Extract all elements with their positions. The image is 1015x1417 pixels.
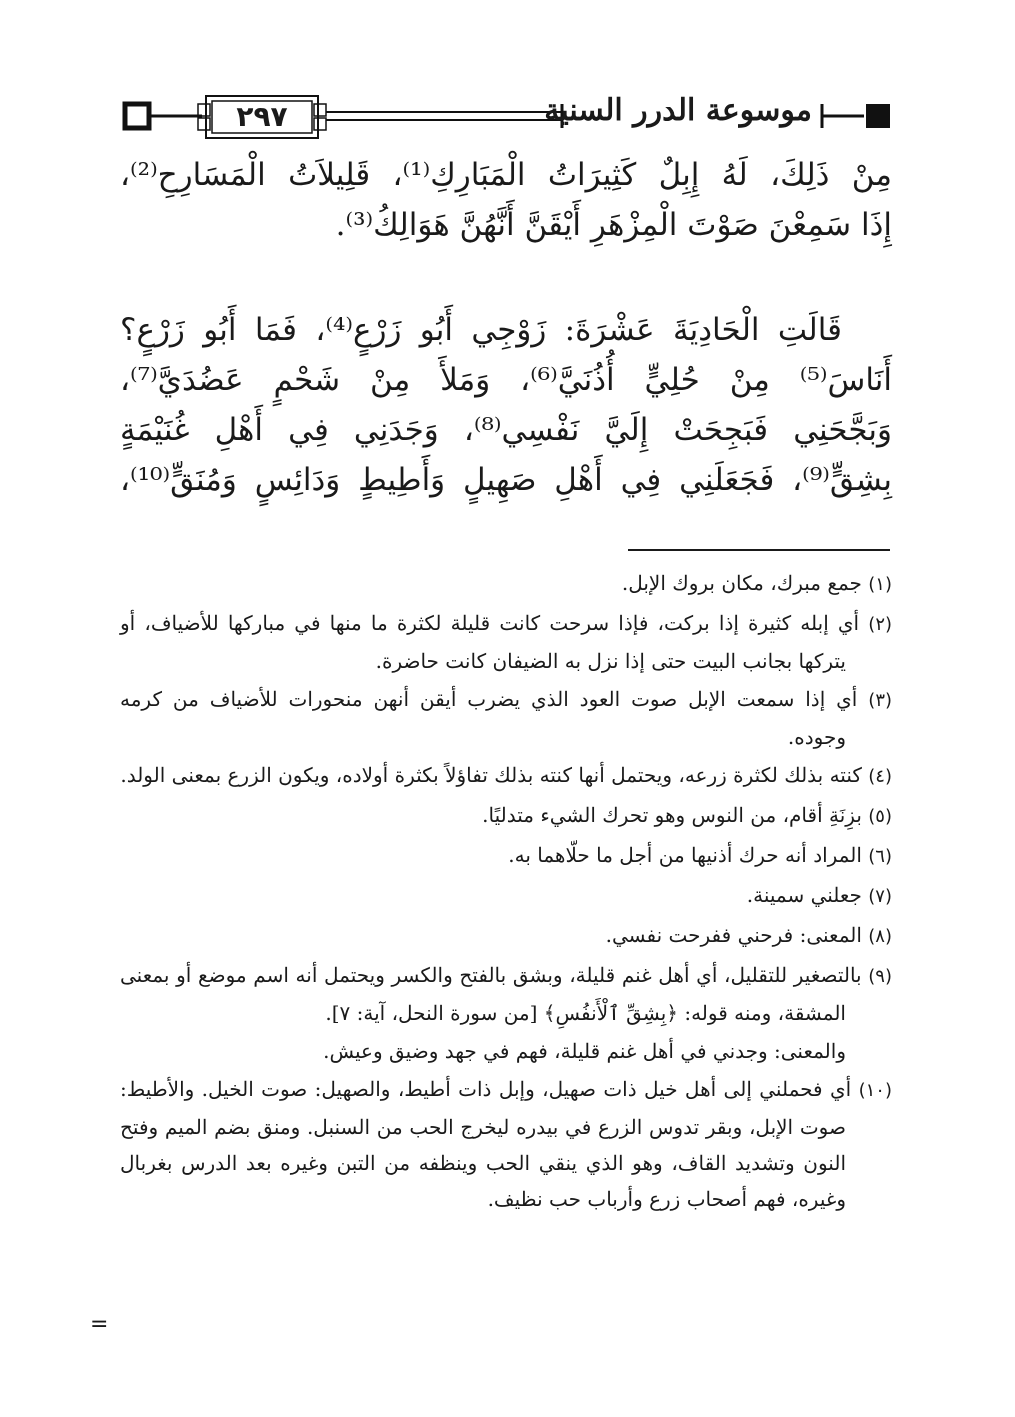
continuation-mark: =	[90, 1312, 109, 1337]
text-line: وَبَجَّحَنِي فَبَجِحَتْ إِلَيَّ نَفْسِي⁽⁸⁾، وَجَدَنِي فِي أَهْلِ غُنَيْمَةٍ	[120, 412, 893, 448]
footnote-3: (٣) أي إذا سمعت الإبل صوت العود الذي يضرب أيقن أنهن منحورات للأضياف من كرمه وجوده.	[120, 687, 893, 749]
text-line: مِنْ ذَلِكَ، لَهُ إِبِلٌ كَثِيرَاتُ الْمَبَارِكِ⁽¹⁾، قَلِيلاَتُ الْمَسَارِحِ⁽²⁾،	[120, 157, 892, 193]
footnote-1: (١) جمع مبرك، مكان بروك الإبل.	[621, 571, 892, 595]
footnotes	[120, 565, 892, 1219]
text-line: أَنَاسَ⁽⁵⁾ مِنْ حُلِيٍّ أُذُنَيَّ⁽⁶⁾، وَمَلأَ مِنْ شَحْمٍ عَضُدَيَّ⁽⁷⁾،	[120, 362, 893, 398]
footnote-7: (٧) جعلني سمينة.	[746, 883, 892, 907]
footnote-separator	[628, 549, 890, 551]
footnote-8: (٨) المعنى: فرحني ففرحت نفسي.	[605, 923, 892, 947]
footnote-4: (٤) كنته بذلك لكثرة زرعه، ويحتمل أنها كنته بذلك تفاؤلاً بكثرة أولاده، ويكون الزرع بمعنى الولد.	[120, 763, 892, 787]
page-header	[122, 82, 892, 152]
text-line: قَالَتِ الْحَادِيَةَ عَشْرَةَ: زَوْجِي أَبُو زَرْعٍ⁽⁴⁾، فَمَا أَبُو زَرْعٍ؟	[120, 312, 842, 348]
book-title-logo: موسوعة الدرر السنية	[544, 93, 812, 128]
text-line: بِشِقٍّ⁽⁹⁾، فَجَعَلَنِي فِي أَهْلِ صَهِيلٍ وَأَطِيطٍ وَدَائِسٍ وَمُنَقٍّ⁽¹⁰⁾،	[120, 462, 892, 498]
footnote-6: (٦) المراد أنه حرك أذنيها من أجل ما حلّاهما به.	[508, 843, 892, 867]
text-line: إِذَا سَمِعْنَ صَوْتَ الْمِزْهَرِ أَيْقَنَّ أَنَّهُنَّ هَوَالِكُ⁽³⁾.	[335, 207, 892, 243]
footnote-10: (١٠) أي فحملني إلى أهل خيل ذات صهيل، وإبل ذات أطيط، والصهيل: صوت الخيل. والأطيط: صوت الإبل، وبقر تدوس الزرع في بيدره ليخرج الحب من السنبل. ومنق بضم الميم وفتح النون وتشديد القاف، وهو الذي ينقي الحب وينظفه من التبن وغيره بعد الدرس بغربال وغيره، فهم أصحاب زرع وأرباب حب نظيف.	[120, 1077, 893, 1211]
footnote-5: (٥) بزِنَةِ أقام، من النوس وهو تحرك الشيء متدليًا.	[482, 803, 892, 827]
main-paragraph-2	[120, 305, 892, 505]
page-number: ٢٩٧	[236, 100, 288, 133]
footnote-9: (٩) بالتصغير للتقليل، أي أهل غنم قليلة، وبشق بالفتح والكسر ويحتمل أنه اسم موضع أو بمعنى المشقة، ومنه قوله: ﴿بِشِقِّ ٱلْأَنفُسِ﴾ [من سورة النحل، آية: ٧].	[120, 963, 892, 1025]
footnote-2: (٢) أي إبله كثيرة إذا بركت، فإذا سرحت كانت قليلة لكثرة ما منها في مباركها للأضياف، أو يتركها بجانب البيت حتى إذا نزل به الضيفان كانت حاضرة.	[120, 611, 893, 673]
footnote-9-note: والمعنى: وجدني في أهل غنم قليلة، فهم في جهد وضيق وعيش.	[323, 1039, 846, 1063]
main-paragraph-1	[120, 150, 892, 250]
